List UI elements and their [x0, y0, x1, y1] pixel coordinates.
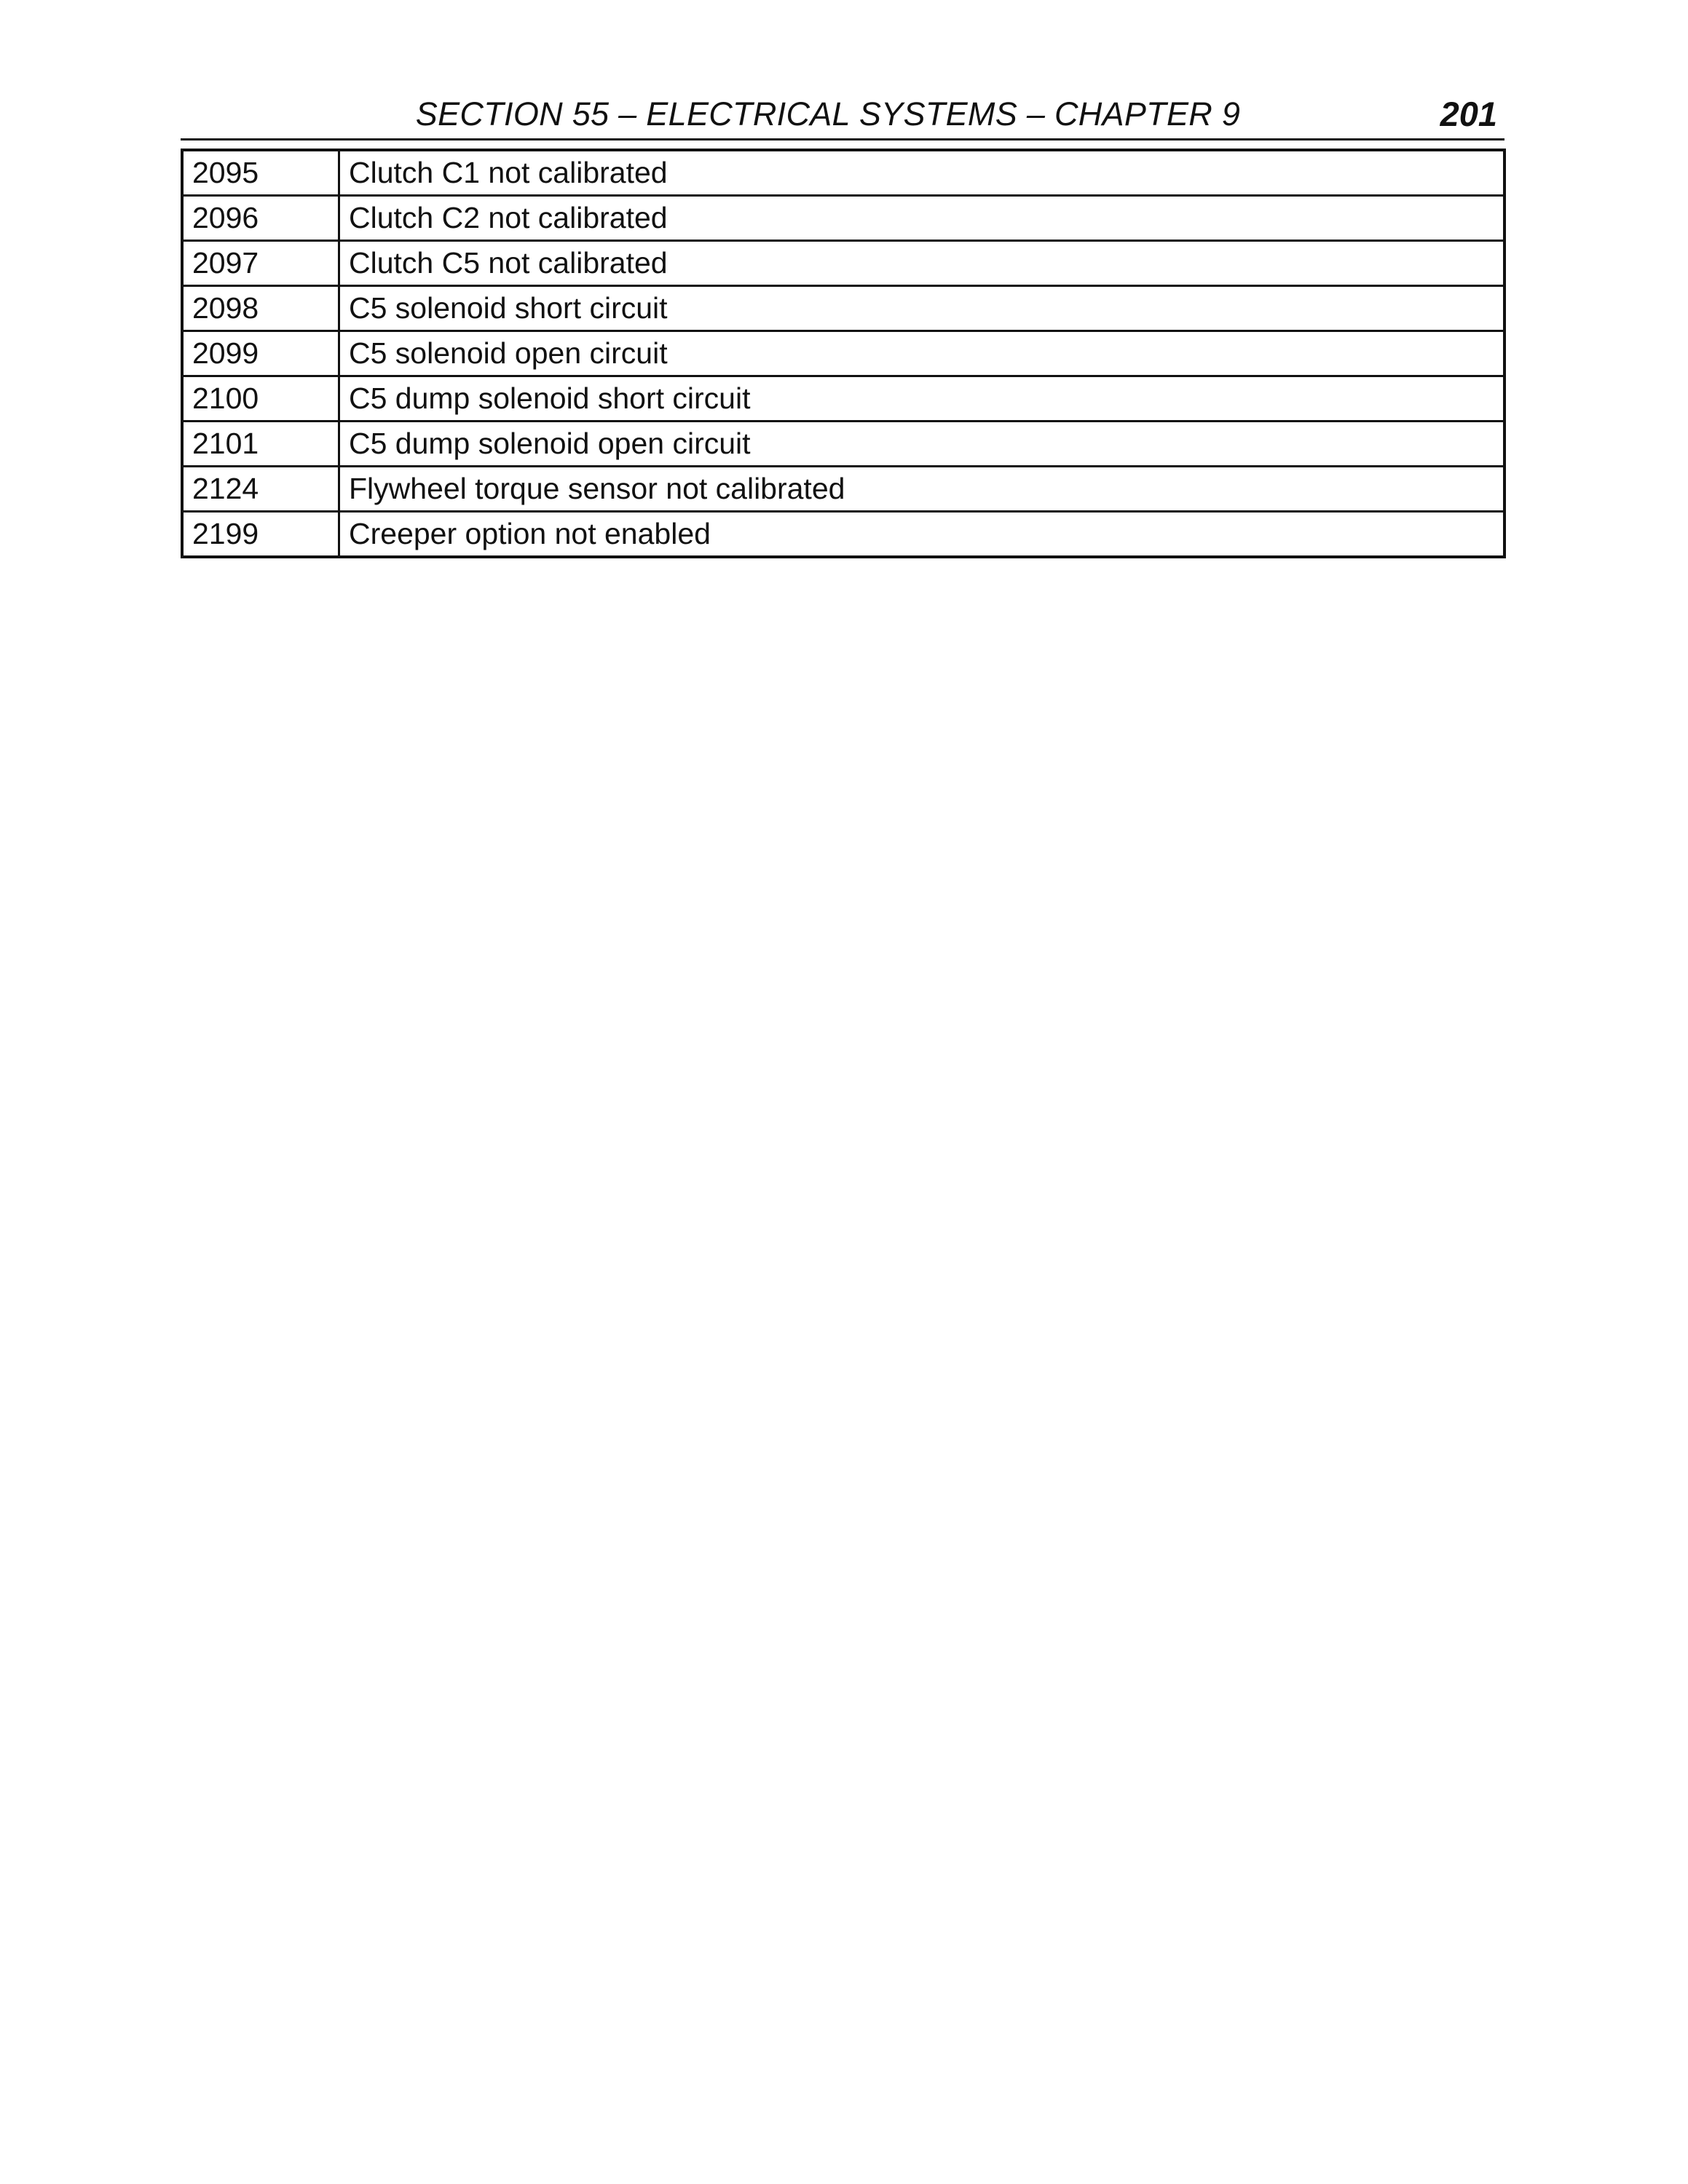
table-row	[182, 512, 1504, 558]
fault-code: 2101	[182, 422, 339, 467]
fault-description: C5 dump solenoid open circuit	[339, 422, 1505, 467]
table-row	[182, 286, 1504, 331]
fault-description: Clutch C5 not calibrated	[339, 241, 1505, 286]
section-title: SECTION 55 – ELECTRICAL SYSTEMS – CHAPTER 9	[415, 95, 1241, 132]
table-row	[182, 376, 1504, 422]
fault-description: Creeper option not enabled	[339, 512, 1505, 558]
table-row	[182, 331, 1504, 376]
table-row	[182, 467, 1504, 512]
table-row	[182, 241, 1504, 286]
fault-code: 2100	[182, 376, 339, 422]
table-row	[182, 422, 1504, 467]
fault-code-table	[181, 149, 1506, 558]
fault-code: 2124	[182, 467, 339, 512]
fault-description: Clutch C1 not calibrated	[339, 150, 1505, 196]
table-row	[182, 150, 1504, 196]
fault-code: 2097	[182, 241, 339, 286]
header-rule	[181, 138, 1504, 141]
page-header	[181, 89, 1504, 140]
page-number: 201	[1440, 95, 1497, 133]
fault-code: 2095	[182, 150, 339, 196]
fault-description: C5 dump solenoid short circuit	[339, 376, 1505, 422]
fault-description: Clutch C2 not calibrated	[339, 196, 1505, 241]
fault-code: 2098	[182, 286, 339, 331]
fault-description: Flywheel torque sensor not calibrated	[339, 467, 1505, 512]
fault-description: C5 solenoid open circuit	[339, 331, 1505, 376]
fault-description: C5 solenoid short circuit	[339, 286, 1505, 331]
fault-code: 2199	[182, 512, 339, 558]
table-row	[182, 196, 1504, 241]
fault-code: 2099	[182, 331, 339, 376]
fault-code: 2096	[182, 196, 339, 241]
